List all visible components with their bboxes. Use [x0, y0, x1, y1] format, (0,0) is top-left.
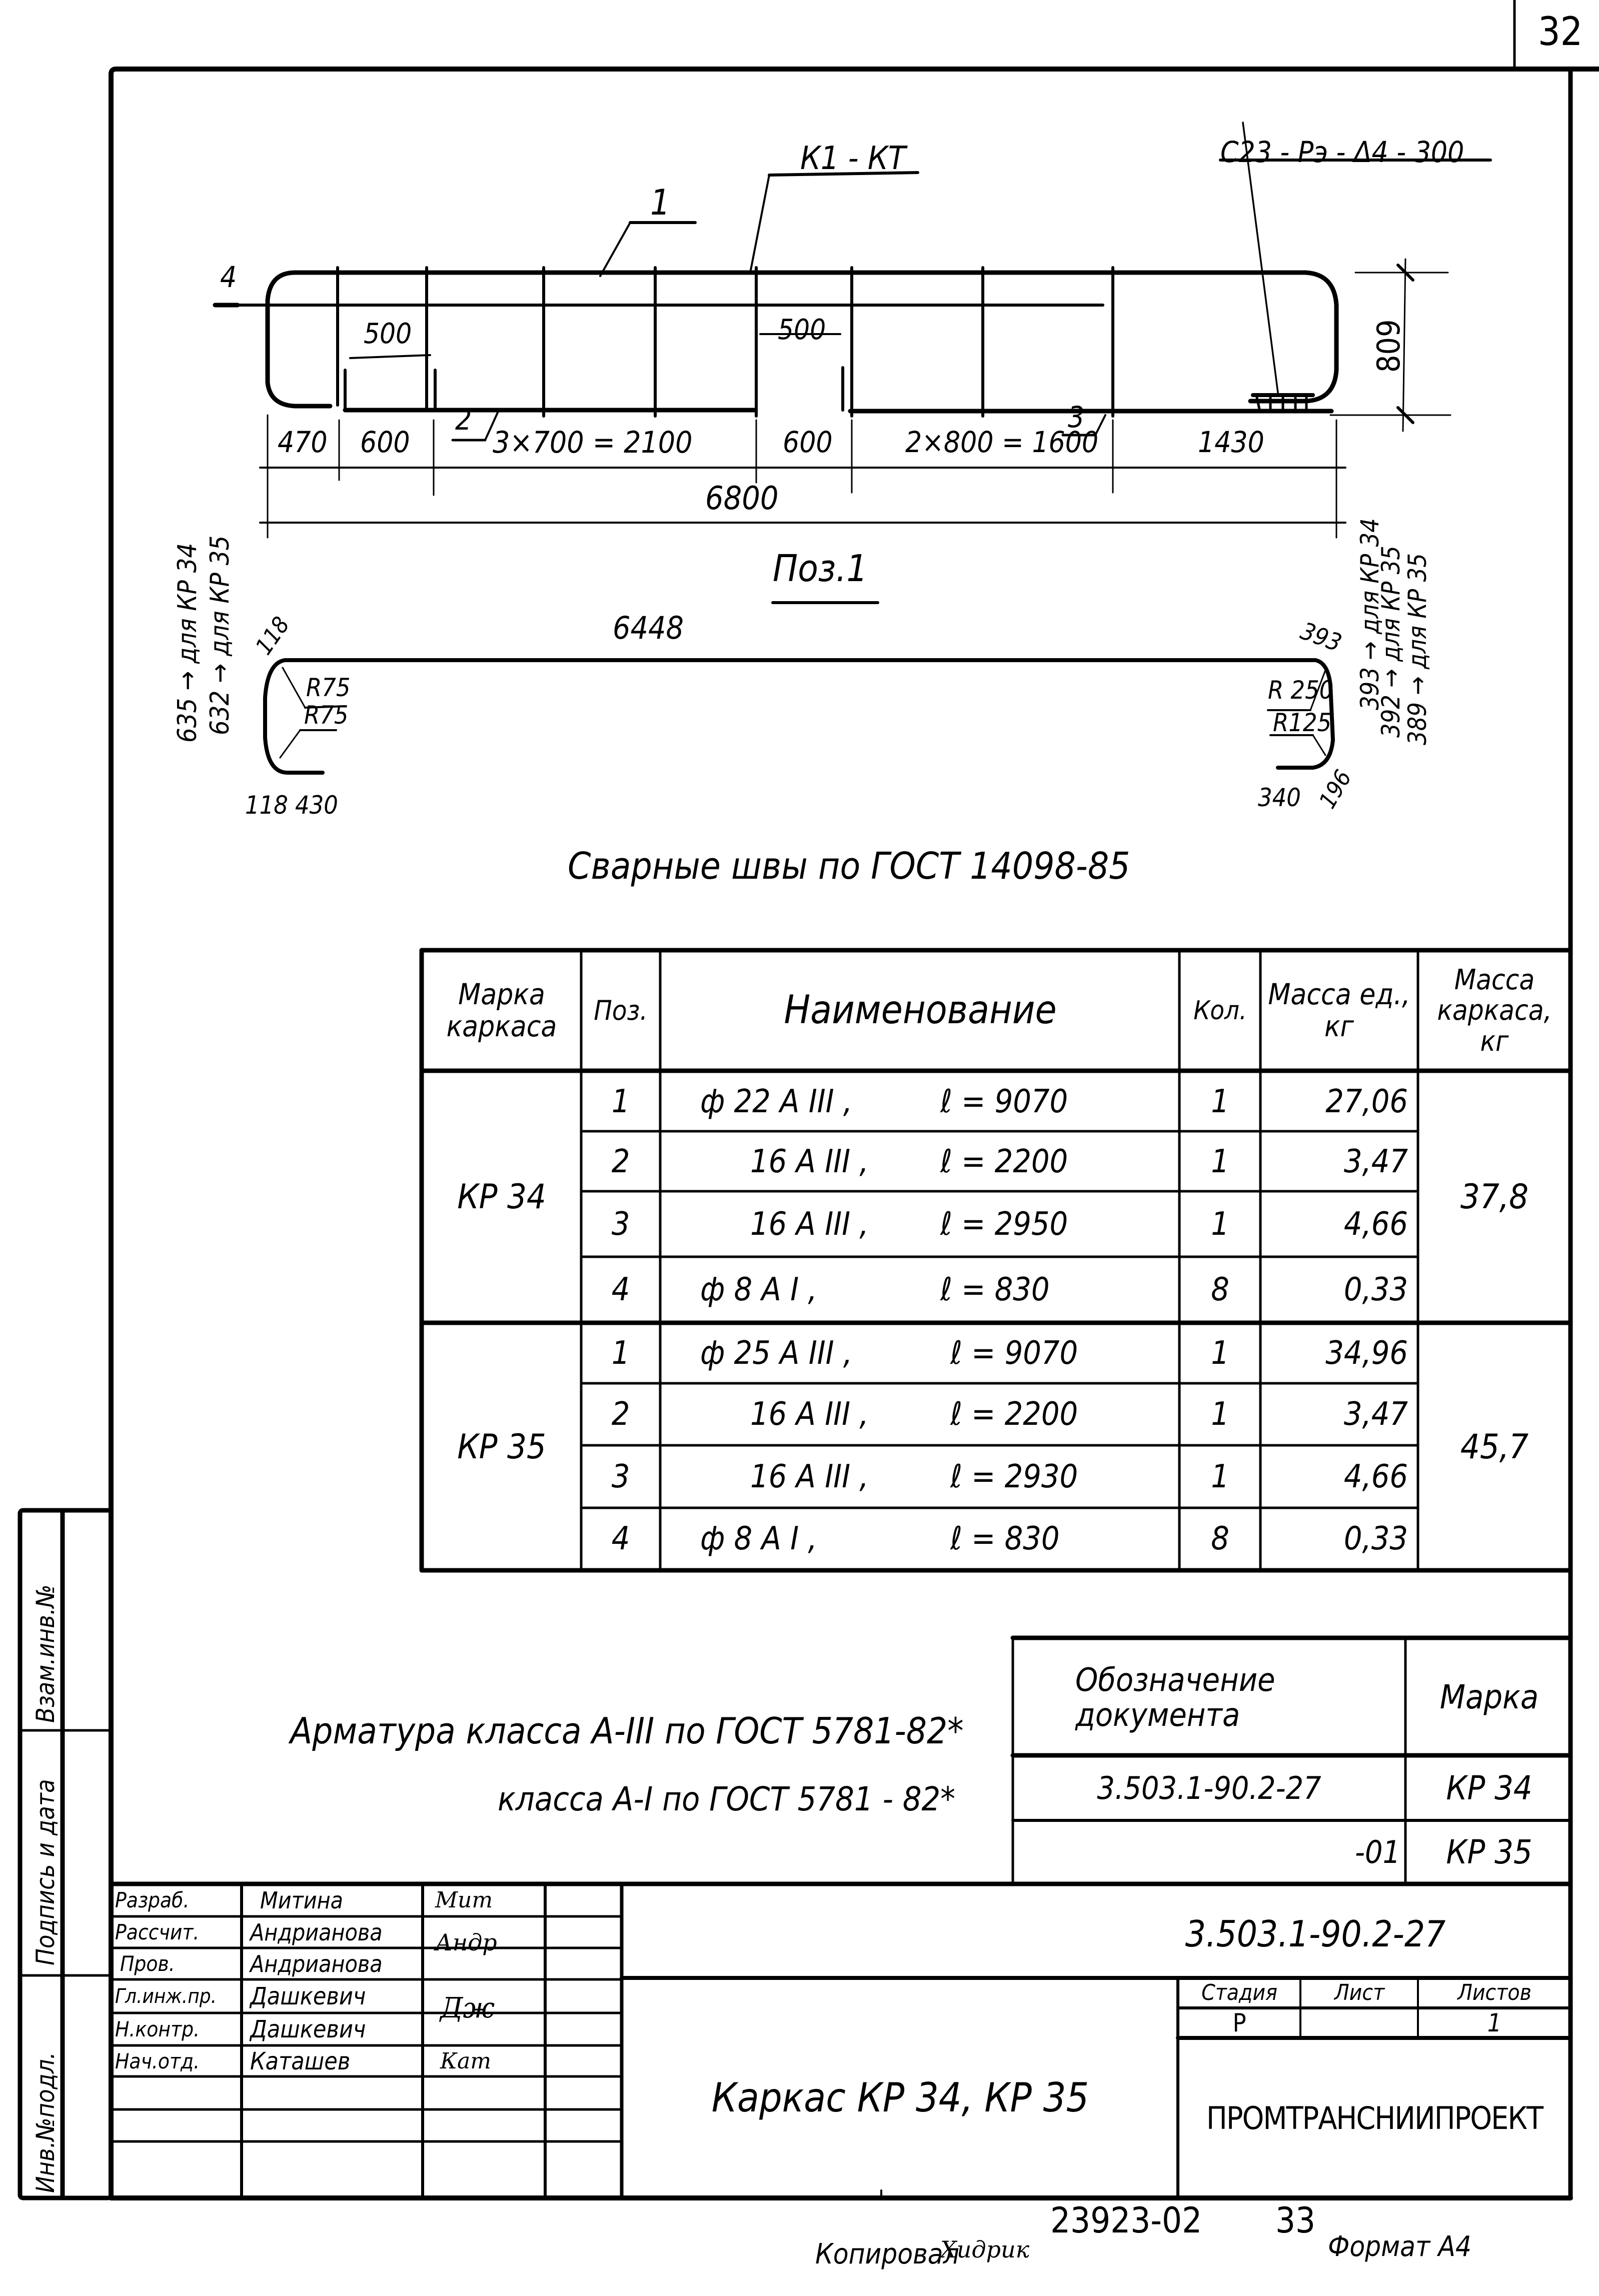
table-row-unit-mass: 34,96 [1325, 1335, 1408, 1372]
doc-row-designation: -01 [1354, 1834, 1400, 1871]
footer-copied-signature: Хидрик [940, 2236, 1030, 2263]
table-row-qty: 1 [1211, 1396, 1229, 1433]
pos1-left-top-bend: 118 [250, 612, 295, 660]
table-row-pos: 1 [611, 1335, 630, 1372]
doc-header-mark: Марка [1439, 1678, 1539, 1717]
pos1-right-height-alt: 389 → для КР 35 [1403, 553, 1432, 745]
pos1-right-height-kp35: 392 → для КР 35 [1376, 546, 1405, 738]
pos1-top-length: 6448 [613, 610, 684, 646]
table-row-pos: 3 [611, 1205, 630, 1243]
dim-height: 809 [1370, 319, 1407, 373]
table-row-unit-mass: 4,66 [1343, 1205, 1408, 1243]
tb-role: Гл.инж.пр. [115, 1985, 217, 2008]
pos1-left-radius-top: R75 [306, 673, 351, 702]
tb-name: Андрианова [250, 1950, 383, 1977]
pos1-right-top-bend: 393 [1296, 617, 1345, 658]
dim-seg-600b: 600 [783, 425, 833, 459]
pos1-right-bottom-length: 340 [1258, 783, 1301, 812]
footer-archive-sheet: 33 [1275, 2200, 1316, 2241]
pos1-right-bottom-bend: 196 [1313, 765, 1357, 813]
dim-seg-470: 470 [278, 425, 328, 459]
table-row-pos: 4 [611, 1271, 630, 1308]
tb-name: Митина [260, 1886, 344, 1914]
header-mark: Марка каркаса [446, 977, 557, 1043]
stamp-sign-date: Подпись и дата [31, 1779, 60, 1965]
tb-sheet-value [1302, 2009, 1417, 2037]
table-row-name: ф 8 А I , [700, 1520, 817, 1558]
table-row-length: ℓ = 830 [950, 1520, 1060, 1558]
tb-name: Каташев [250, 2047, 351, 2075]
callout-pos2: 2 [455, 403, 472, 437]
pos1-right-height-kp34: 393 → для КР 34 [1355, 518, 1384, 710]
tb-sheets-label: Листов [1457, 1980, 1531, 2006]
group-mark-kp35: КР 35 [457, 1427, 546, 1467]
tb-role: Н.контр. [115, 2016, 200, 2041]
tb-document-code: 3.503.1-90.2-27 [1185, 1912, 1446, 1955]
header-unit-mass: Масса ед., кг [1268, 977, 1410, 1043]
table-row-name: 16 А III , [750, 1205, 869, 1243]
table-row-unit-mass: 3,47 [1343, 1143, 1408, 1180]
tb-signature: Дж [440, 1991, 495, 2024]
table-row-unit-mass: 0,33 [1343, 1520, 1408, 1558]
tb-name: Андрианова [250, 1918, 383, 1946]
tb-signature: Андр [435, 1928, 497, 1956]
tb-stage-label: Стадия [1201, 1980, 1277, 2006]
tb-signature: Кат [440, 2048, 492, 2074]
note-rebar-class-a1: класса А-I по ГОСТ 5781 - 82* [498, 1780, 955, 1818]
weld-standard-note: Сварные швы по ГОСТ 14098-85 [568, 845, 1130, 888]
header-pos: Поз. [594, 994, 648, 1026]
table-row-pos: 1 [611, 1083, 630, 1120]
table-row-qty: 1 [1211, 1335, 1229, 1372]
table-row-qty: 1 [1211, 1083, 1229, 1120]
tb-stage-value: Р [1232, 2008, 1246, 2038]
pos1-left-radius-bottom: R75 [304, 701, 349, 730]
table-row-pos: 2 [611, 1396, 630, 1433]
tb-sheets-value: 1 [1487, 2008, 1502, 2038]
tb-signature: Мит [435, 1887, 493, 1913]
table-row-qty: 1 [1211, 1143, 1229, 1180]
pos1-title: Поз.1 [773, 547, 868, 590]
callout-pos3: 3 [1068, 400, 1085, 434]
table-row-length: ℓ = 2930 [950, 1458, 1078, 1495]
table-row-unit-mass: 3,47 [1343, 1396, 1408, 1433]
dim-seg-1600: 2×800 = 1600 [905, 425, 1099, 459]
dim-gap-right: 500 [778, 314, 826, 346]
pos1-right-radius-bottom: R125 [1273, 708, 1332, 737]
doc-row-mark: КР 35 [1446, 1833, 1532, 1872]
pos1-left-bottom-length: 430 [295, 791, 338, 820]
table-row-length: ℓ = 2950 [940, 1205, 1068, 1243]
pos1-right-radius-top: R 250 [1268, 676, 1334, 705]
table-row-name: 16 А III , [750, 1143, 869, 1180]
table-row-unit-mass: 0,33 [1343, 1271, 1408, 1308]
callout-pos1: 1 [650, 182, 671, 223]
table-row-length: ℓ = 9070 [940, 1083, 1068, 1120]
footer-copied-label: Копировал [815, 2238, 959, 2270]
weld-callout-k1: К1 - КТ [800, 140, 906, 177]
dim-total-6800: 6800 [705, 480, 779, 517]
tb-name: Дашкевич [250, 2015, 366, 2043]
table-row-length: ℓ = 830 [940, 1271, 1050, 1308]
group-mass-kp35: 45,7 [1460, 1427, 1529, 1467]
header-frame-mass: Масса каркаса, кг [1437, 963, 1552, 1058]
sheet-number: 32 [1538, 10, 1583, 55]
header-qty: Кол. [1193, 995, 1247, 1026]
tb-drawing-title: Каркас КР 34, КР 35 [711, 2074, 1089, 2121]
table-row-qty: 8 [1211, 1520, 1229, 1558]
tb-role: Пров. [120, 1951, 175, 1976]
footer-archive-number: 23923-02 [1050, 2200, 1202, 2241]
header-name: Наименование [784, 988, 1057, 1033]
table-row-pos: 4 [611, 1520, 630, 1558]
note-rebar-class-a3: Арматура класса А-III по ГОСТ 5781-82* [290, 1710, 964, 1752]
table-row-length: ℓ = 2200 [940, 1143, 1068, 1180]
table-row-pos: 2 [611, 1143, 630, 1180]
weld-callout-c23: С23 - Рэ - Δ4 - 300 [1220, 135, 1464, 169]
tb-name: Дашкевич [250, 1982, 366, 2010]
group-mass-kp34: 37,8 [1460, 1177, 1529, 1217]
table-row-length: ℓ = 9070 [950, 1335, 1078, 1372]
table-row-length: ℓ = 2200 [950, 1396, 1078, 1433]
table-row-name: 16 А III , [750, 1396, 869, 1433]
group-mark-kp34: КР 34 [457, 1177, 546, 1217]
dim-seg-1430: 1430 [1198, 425, 1264, 459]
tb-role: Разраб. [115, 1887, 190, 1912]
table-row-qty: 1 [1211, 1458, 1229, 1495]
table-row-name: 16 А III , [750, 1458, 869, 1495]
table-row-unit-mass: 27,06 [1325, 1083, 1408, 1120]
pos1-left-bottom-bend: 118 [245, 791, 288, 820]
pos1-left-height-kp35: 632 → для КР 35 [205, 535, 235, 735]
tb-organization: ПРОМТРАНСНИИПРОЕКТ [1206, 2100, 1543, 2137]
table-row-name: ф 25 А III , [700, 1335, 853, 1372]
table-row-unit-mass: 4,66 [1343, 1458, 1408, 1495]
dim-seg-600a: 600 [360, 425, 410, 459]
table-row-qty: 1 [1211, 1205, 1229, 1243]
table-row-name: ф 22 А III , [700, 1083, 853, 1120]
tb-sheet-label: Лист [1334, 1980, 1385, 2006]
doc-header-designation: Обозначение документа [1075, 1661, 1275, 1734]
table-row-name: ф 8 А I , [700, 1271, 817, 1308]
table-row-pos: 3 [611, 1458, 630, 1495]
dim-seg-2100: 3×700 = 2100 [493, 425, 693, 460]
dim-gap-left: 500 [364, 318, 412, 350]
stamp-inv-replace: Взам.инв.№ [31, 1584, 60, 1723]
tb-role: Рассчит. [115, 1919, 200, 1944]
table-row-qty: 8 [1211, 1271, 1229, 1308]
tb-role: Нач.отд. [115, 2048, 200, 2073]
pos1-left-height-kp34: 635 → для КР 34 [173, 543, 203, 743]
stamp-inv-orig: Инв.№подл. [31, 2052, 60, 2193]
doc-row-designation: 3.503.1-90.2-27 [1097, 1770, 1321, 1807]
footer-format: Формат А4 [1328, 2230, 1471, 2263]
doc-row-mark: КР 34 [1446, 1769, 1532, 1808]
callout-pos4: 4 [220, 260, 237, 294]
